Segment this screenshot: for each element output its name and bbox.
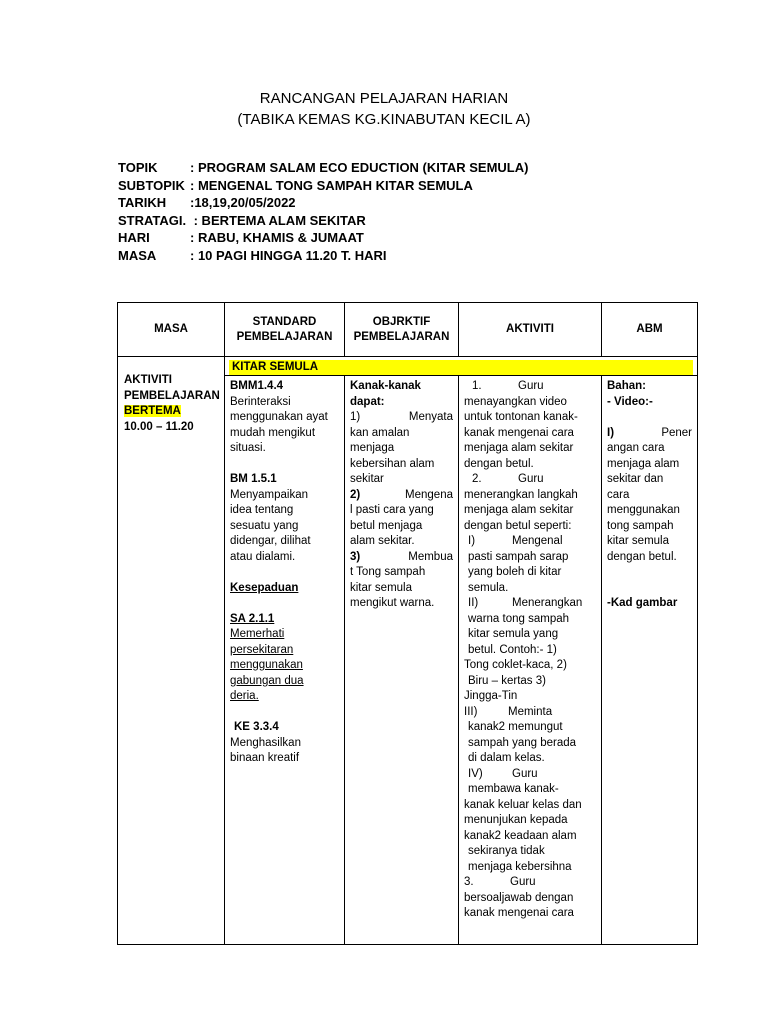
standard-text: Menyampaikan <box>230 488 308 501</box>
aktiviti-text: kanak keluar kelas dan <box>464 798 582 811</box>
standard-text: Memerhati <box>230 628 285 640</box>
meta-key: MASA <box>118 247 157 263</box>
abm-text: tong sampah <box>607 519 674 532</box>
aktiviti-text: Biru – kertas 3) <box>468 674 546 687</box>
table-row <box>118 357 698 376</box>
objektif-intro: dapat: <box>350 395 385 408</box>
abm-text: sekitar dan <box>607 473 664 485</box>
aktiviti-item: II) Menerangkan <box>468 597 583 609</box>
lesson-info <box>118 159 528 264</box>
meta-row-topik <box>118 159 528 177</box>
objektif-item: 1) Menyata <box>350 411 453 423</box>
aktiviti-text: betul. Contoh:- 1) <box>468 643 557 656</box>
standard-text: gabungan dua <box>230 674 304 687</box>
objektif-text: kebersihan alam <box>350 457 435 470</box>
aktiviti-item: I) Mengenal <box>468 535 563 547</box>
meta-key: SUBTOPIK <box>118 177 185 193</box>
meta-row-tarikh <box>118 194 528 212</box>
cell-aktiviti <box>459 376 602 945</box>
standard-text: persekitaran <box>230 643 294 656</box>
aktiviti-text: membawa kanak- <box>468 783 559 795</box>
abm-text: menggunakan <box>607 504 680 516</box>
aktiviti-text: dengan betul. <box>464 457 534 470</box>
meta-row-hari <box>118 229 528 247</box>
standard-text: binaan kreatif <box>230 752 300 764</box>
meta-key: STRATAGI. <box>118 212 187 228</box>
objektif-text: menjaga <box>350 442 395 454</box>
objektif-item: 2) Mengena <box>350 488 453 501</box>
standard-text: idea tentang <box>230 504 294 516</box>
aktiviti-text: kanak2 memungut <box>468 721 563 733</box>
abm-text: angan cara <box>607 442 665 454</box>
abm-text: cara <box>607 488 630 501</box>
meta-value: :18,19,20/05/2022 <box>190 195 296 210</box>
aktiviti-text: kanak2 keadaan alam <box>464 829 577 842</box>
aktiviti-text: menerangkan langkah <box>464 488 578 501</box>
objektif-text: t Tong sampah <box>350 566 426 578</box>
meta-key: TARIKH <box>118 195 167 210</box>
theme-band-cell <box>225 357 698 376</box>
masa-line-2: PEMBELAJARAN <box>124 389 220 402</box>
header-masa: MASA <box>118 303 225 357</box>
header-objektif-line-1: OBJRKTIF <box>372 315 431 328</box>
standard-code: BM 1.5.1 <box>230 473 277 485</box>
objektif-text: l pasti cara yang <box>350 504 434 516</box>
objektif-text: mengikut warna. <box>350 597 435 609</box>
meta-value: : PROGRAM SALAM ECO EDUCTION (KITAR SEMULA) <box>190 160 529 175</box>
abm-text: menjaga alam <box>607 457 680 470</box>
abm-text: dengan betul. <box>607 550 677 563</box>
lesson-plan-table <box>117 302 698 945</box>
aktiviti-text: untuk tontonan kanak- <box>464 411 578 423</box>
aktiviti-text: menayangkan video <box>464 395 567 408</box>
meta-value: : MENGENAL TONG SAMPAH KITAR SEMULA <box>190 177 473 193</box>
objektif-item: 3) Membua <box>350 550 453 563</box>
standard-text: menggunakan ayat <box>230 411 328 423</box>
standard-text: deria. <box>230 690 259 702</box>
meta-row-subtopik <box>118 177 528 195</box>
header-standard <box>225 303 345 357</box>
aktiviti-text: kanak mengenai cara <box>464 907 574 919</box>
header-objektif-line-2: PEMBELAJARAN <box>353 330 450 343</box>
objektif-text: sekitar <box>350 473 384 485</box>
aktiviti-text: kitar semula yang <box>468 628 559 640</box>
aktiviti-text: menunjukan kepada <box>464 814 568 826</box>
standard-text: Berinteraksi <box>230 395 291 408</box>
masa-line-1: AKTIVITI <box>124 374 172 386</box>
meta-key: HARI <box>118 230 150 245</box>
standard-text: situasi. <box>230 442 266 454</box>
header-objektif <box>345 303 459 357</box>
aktiviti-text: kanak mengenai cara <box>464 426 574 439</box>
objektif-text: betul menjaga <box>350 519 423 532</box>
aktiviti-item: 1. Guru <box>472 380 544 392</box>
aktiviti-text: bersoaljawab dengan <box>464 891 574 904</box>
header-abm: ABM <box>602 303 698 357</box>
meta-row-masa <box>118 247 528 265</box>
cell-standard <box>225 376 345 945</box>
aktiviti-item: 2. Guru <box>472 473 544 485</box>
meta-value: : BERTEMA ALAM SEKITAR <box>190 212 366 228</box>
standard-text: atau dialami. <box>230 550 296 563</box>
header-aktiviti: AKTIVITI <box>459 303 602 357</box>
objektif-text: kitar semula <box>350 581 412 594</box>
abm-item: I) Pener <box>607 426 692 439</box>
aktiviti-text: di dalam kelas. <box>468 752 545 764</box>
abm-bahan-label: Bahan: <box>607 380 646 392</box>
cell-abm <box>602 376 698 945</box>
page-title-line-2: (TABIKA KEMAS KG.KINABUTAN KECIL A) <box>237 111 531 128</box>
aktiviti-text: warna tong sampah <box>468 612 570 625</box>
header-standard-line-1: STANDARD <box>252 315 317 328</box>
theme-band: KITAR SEMULA <box>229 360 693 375</box>
page-title-line-1: RANCANGAN PELAJARAN HARIAN <box>259 90 509 107</box>
aktiviti-text: dengan betul seperti: <box>464 519 572 532</box>
standard-text: didengar, dilihat <box>230 535 311 547</box>
abm-text: kitar semula <box>607 535 669 547</box>
aktiviti-text: pasti sampah sarap <box>468 550 569 563</box>
abm-kad-gambar: -Kad gambar <box>607 597 678 609</box>
objektif-text: alam sekitar. <box>350 535 415 547</box>
aktiviti-item: III) Meminta <box>464 705 553 718</box>
standard-code: SA 2.1.1 <box>230 612 275 625</box>
standard-code: KE 3.3.4 <box>234 721 279 733</box>
kesepaduan-heading: Kesepaduan <box>230 581 299 594</box>
objektif-intro: Kanak-kanak <box>350 380 421 392</box>
meta-value: : 10 PAGI HINGGA 11.20 T. HARI <box>190 247 387 263</box>
masa-highlight: BERTEMA <box>124 405 181 417</box>
aktiviti-text: menjaga alam sekitar <box>464 442 574 454</box>
standard-text: sesuatu yang <box>230 519 299 532</box>
standard-text: mudah mengikut <box>230 426 316 439</box>
aktiviti-text: Tong coklet-kaca, 2) <box>464 659 567 671</box>
aktiviti-text: menjaga kebersihna <box>468 860 572 873</box>
aktiviti-item: 3. Guru <box>464 876 536 888</box>
cell-masa <box>118 357 225 945</box>
aktiviti-text: sampah yang berada <box>468 736 577 749</box>
masa-time: 10.00 – 11.20 <box>124 420 194 433</box>
standard-text: Menghasilkan <box>230 736 301 749</box>
aktiviti-text: sekiranya tidak <box>468 845 545 857</box>
standard-text: menggunakan <box>230 659 303 671</box>
standard-code: BMM1.4.4 <box>230 380 284 392</box>
aktiviti-text: menjaga alam sekitar <box>464 504 574 516</box>
cell-objektif <box>345 376 459 945</box>
objektif-text: kan amalan <box>350 426 410 439</box>
meta-row-stratagi <box>118 212 528 230</box>
abm-video-label: - Video:- <box>607 395 653 408</box>
header-standard-line-2: PEMBELAJARAN <box>236 330 333 343</box>
aktiviti-text: yang boleh di kitar <box>468 566 562 578</box>
aktiviti-text: Jingga-Tin <box>464 690 518 702</box>
table-header-row <box>118 303 698 357</box>
aktiviti-text: semula. <box>468 581 509 594</box>
meta-value: : RABU, KHAMIS & JUMAAT <box>190 230 364 245</box>
meta-key: TOPIK <box>118 160 158 175</box>
aktiviti-item: IV) Guru <box>468 767 538 780</box>
